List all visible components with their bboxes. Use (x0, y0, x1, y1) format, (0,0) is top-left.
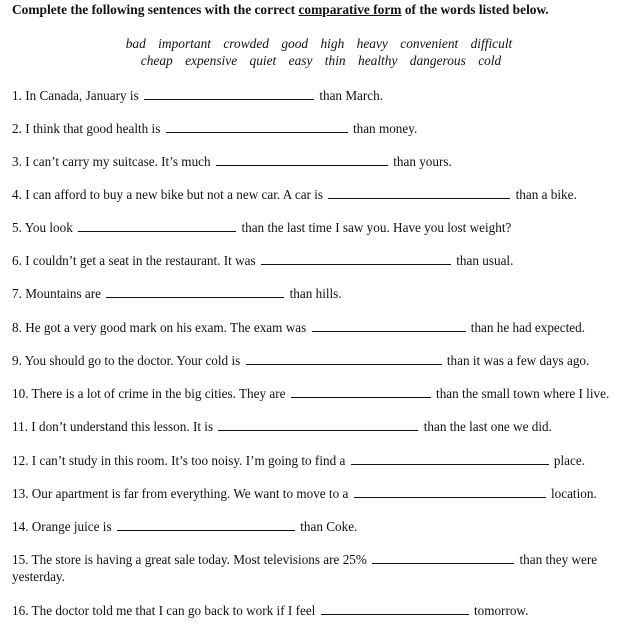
word-dangerous: dangerous (409, 53, 466, 68)
word-expensive: expensive (185, 53, 238, 68)
question-text: place. (553, 453, 586, 468)
question-7 (12, 285, 632, 302)
answer-blank-15[interactable] (372, 551, 514, 564)
instructions (12, 2, 549, 18)
question-text: than hills. (289, 286, 342, 301)
word-thin: thin (324, 53, 346, 68)
answer-blank-14[interactable] (117, 518, 295, 531)
question-text: than money. (352, 121, 418, 136)
question-text: 13. Our apartment is far from everything. We want to move to a (12, 486, 349, 501)
answer-blank-3[interactable] (216, 153, 388, 166)
question-text: 16. The doctor told me that I can go back to work if I feel (12, 603, 316, 618)
question-text: 9. You should go to the doctor. Your cold is (12, 353, 241, 368)
question-text: 3. I can’t carry my suitcase. It’s much (12, 154, 211, 169)
question-text: location. (550, 486, 597, 501)
question-text: 7. Mountains are (12, 286, 101, 301)
question-text: than Coke. (300, 519, 358, 534)
question-11 (12, 418, 632, 435)
question-6 (12, 252, 632, 269)
answer-blank-11[interactable] (218, 418, 418, 431)
word-quiet: quiet (249, 53, 277, 68)
word-good: good (281, 36, 309, 51)
question-8 (12, 319, 632, 336)
word-convenient: convenient (400, 36, 459, 51)
question-text: 2. I think that good health is (12, 121, 161, 136)
question-text: than the last one we did. (423, 419, 552, 434)
question-text: than yours. (393, 154, 452, 169)
question-text: 6. I couldn’t get a seat in the restaurant. It was (12, 253, 256, 268)
answer-blank-7[interactable] (106, 285, 284, 298)
word-high: high (320, 36, 345, 51)
answer-blank-2[interactable] (166, 120, 348, 133)
question-text: 1. In Canada, January is (12, 88, 139, 103)
question-14 (12, 518, 632, 535)
question-text: 4. I can afford to buy a new bike but not a new car. A car is (12, 187, 324, 202)
question-4 (12, 186, 632, 203)
question-2 (12, 120, 632, 137)
question-10 (12, 385, 632, 402)
word-cheap: cheap (140, 53, 173, 68)
question-text: than usual. (456, 253, 514, 268)
answer-blank-4[interactable] (328, 186, 510, 199)
word-easy: easy (288, 53, 313, 68)
question-text: 11. I don’t understand this lesson. It is (12, 419, 214, 434)
word-cold: cold (478, 53, 502, 68)
word-bad: bad (125, 36, 146, 51)
question-text: than it was a few days ago. (446, 353, 590, 368)
question-1 (12, 87, 632, 104)
instructions-post: of the words listed below. (401, 2, 549, 17)
question-text: 5. You look (12, 220, 73, 235)
answer-blank-10[interactable] (291, 385, 431, 398)
word-bank (0, 35, 638, 69)
question-12 (12, 452, 632, 469)
question-15 (12, 551, 632, 585)
word-heavy: heavy (356, 36, 388, 51)
word-healthy: healthy (358, 53, 398, 68)
question-9 (12, 352, 632, 369)
question-text: 8. He got a very good mark on his exam. The exam was (12, 320, 307, 335)
question-13 (12, 485, 632, 502)
instructions-pre: Complete the following sentences with the correct (12, 2, 299, 17)
question-text: 14. Orange juice is (12, 519, 112, 534)
question-16 (12, 602, 632, 619)
word-bank-row-1 (0, 35, 638, 52)
question-text: 10. There is a lot of crime in the big cities. They are (12, 386, 286, 401)
answer-blank-9[interactable] (246, 352, 442, 365)
answer-blank-16[interactable] (321, 602, 469, 615)
question-text: than March. (319, 88, 384, 103)
answer-blank-13[interactable] (354, 485, 546, 498)
question-text: than they were yesterday. (12, 552, 598, 584)
question-text: 15. The store is having a great sale today. Most televisions are 25% (12, 552, 367, 567)
answer-blank-8[interactable] (312, 319, 466, 332)
question-text: than a bike. (515, 187, 577, 202)
word-important: important (158, 36, 211, 51)
question-text: than the small town where I live. (436, 386, 610, 401)
question-text: than the last time I saw you. Have you lost weight? (241, 220, 512, 235)
question-text: than he had expected. (470, 320, 586, 335)
question-5 (12, 219, 632, 236)
word-crowded: crowded (223, 36, 269, 51)
answer-blank-6[interactable] (261, 252, 451, 265)
question-text: tomorrow. (473, 603, 529, 618)
instructions-underlined: comparative form (298, 2, 402, 17)
word-difficult: difficult (470, 36, 513, 51)
answer-blank-12[interactable] (351, 452, 549, 465)
question-3 (12, 153, 632, 170)
answer-blank-5[interactable] (78, 219, 236, 232)
question-text: 12. I can’t study in this room. It’s too noisy. I’m going to find a (12, 453, 346, 468)
word-bank-row-2 (0, 52, 638, 69)
answer-blank-1[interactable] (144, 87, 314, 100)
